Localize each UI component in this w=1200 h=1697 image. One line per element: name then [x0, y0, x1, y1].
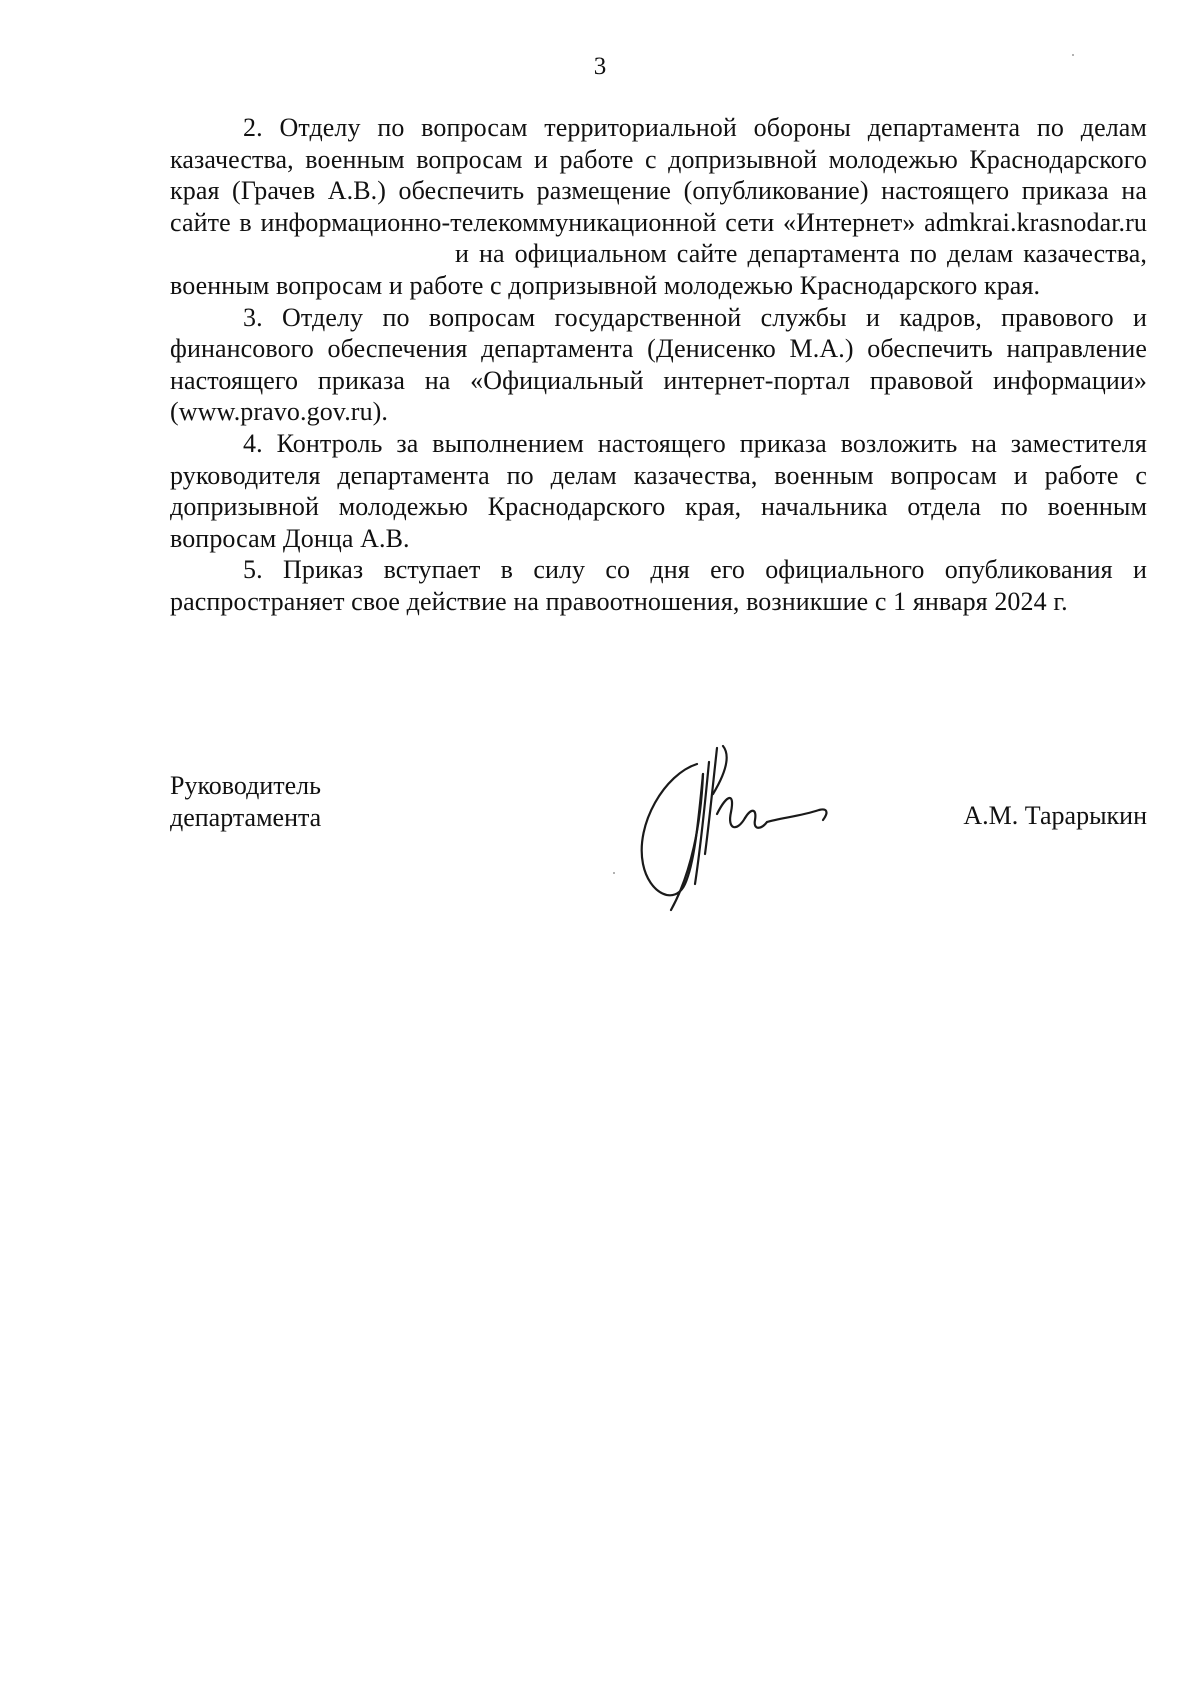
page-number: 3 [593, 53, 607, 80]
paragraph-4: 4. Контроль за выполнением настоящего приказа возложить на заместителя руководителя департамента по делам казачества, военным вопросам и работе с допризывной молодежью Краснодарского края, начальника отдела по военным вопросам Донца А.В. [170, 428, 1147, 553]
document-body [170, 112, 1147, 618]
paragraph-5: 5. Приказ вступает в силу со дня его официального опубликования и распространяет свое действие на правоотношения, возникшие с 1 января 2024 г. [170, 555, 1147, 616]
signatory-title [170, 770, 321, 834]
handwritten-signature [605, 734, 845, 914]
scan-speck [1072, 54, 1074, 56]
signatory-title-line-1: Руководитель [170, 771, 321, 800]
signatory-title-line-2: департамента [170, 803, 322, 832]
paragraph-2 [170, 112, 1147, 302]
paragraph-3: 3. Отделу по вопросам государственной службы и кадров, правового и финансового обеспечения департамента (Денисенко М.А.) обеспечить направление настоящего приказа на «Официальный интернет-портал правовой информации» (www.pravo.gov.ru). [170, 302, 1147, 427]
paragraph-2-text: 2. Отделу по вопросам территориальной обороны департамента по делам казачества, военным вопросам и работе с допризывной молодежью Краснодарского края (Грачев А.В.) обеспечить размещение (опубликование) настоящего приказа на сайте в информационно-телекоммуникационной сети «Интернет» admkrai.krasnodar.ru [170, 113, 1147, 237]
signatory-name: А.М. Тарарыкин [963, 801, 1147, 830]
scan-speck [613, 872, 615, 874]
paragraph-2-continuation: и на официальном сайте департамента по делам казачества, военным вопросам и работе с допризывной молодежью Краснодарского края. [170, 239, 1147, 300]
signature-block [170, 770, 1147, 910]
